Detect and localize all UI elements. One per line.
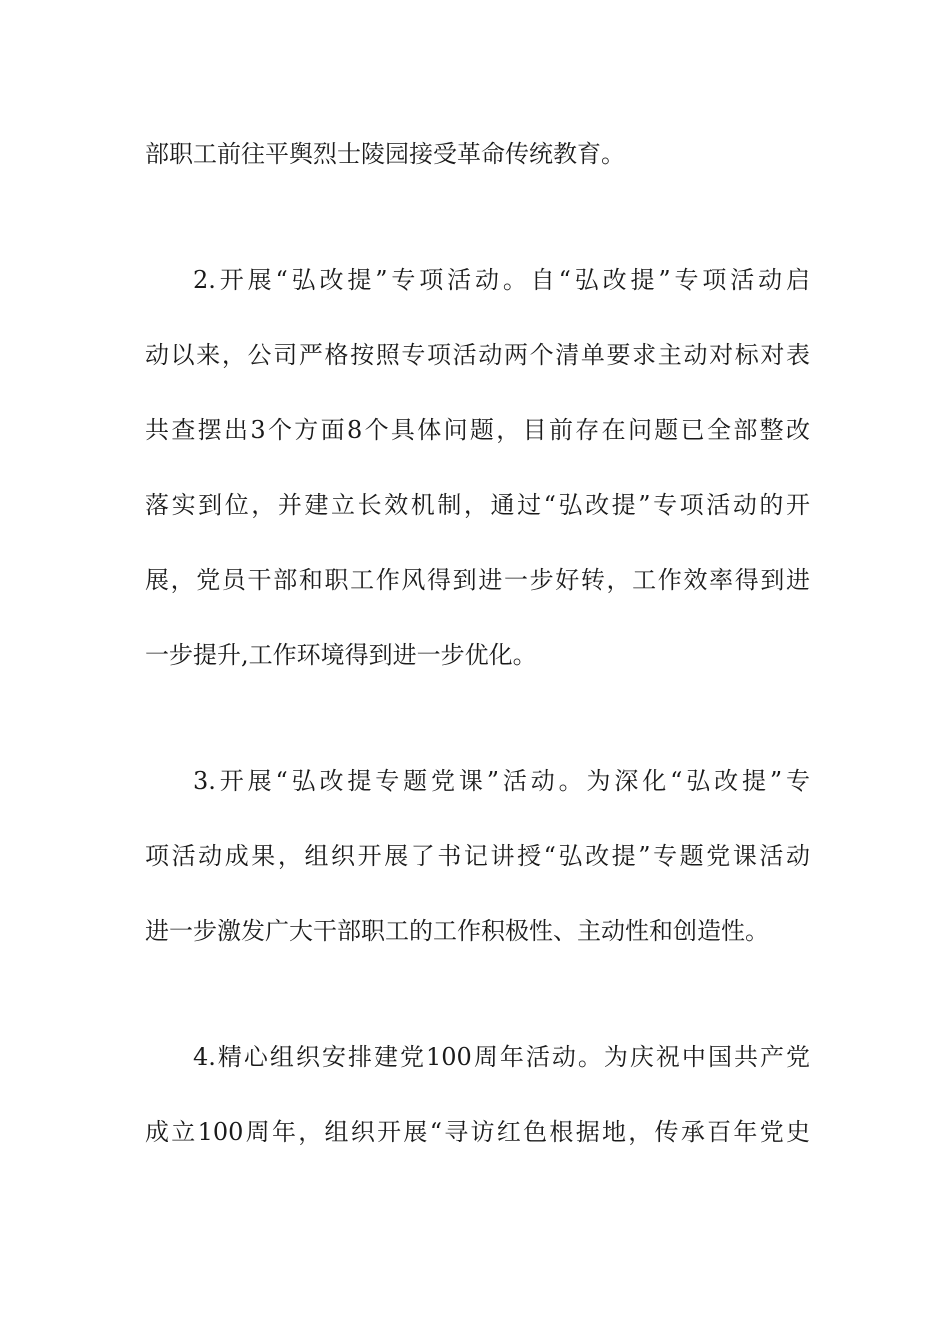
paragraph-2-line-6: 一步提升,工作环境得到进一步优化。	[145, 641, 537, 669]
paragraph-2-line-4: 落实到位，并建立长效机制，通过“弘改提”专项活动的开	[145, 491, 810, 519]
paragraph-3-line-1: 3.开展“弘改提专题党课”活动。为深化“弘改提”专	[193, 767, 810, 795]
paragraph-3-line-2: 项活动成果，组织开展了书记讲授“弘改提”专题党课活动	[145, 842, 810, 870]
paragraph-4-line-1: 4.精心组织安排建党100周年活动。为庆祝中国共产党	[193, 1043, 810, 1071]
paragraph-2-line-5: 展，党员干部和职工作风得到进一步好转，工作效率得到进	[145, 566, 810, 594]
text-line-1: 部职工前往平舆烈士陵园接受革命传统教育。	[145, 140, 625, 168]
paragraph-4-line-2: 成立100周年，组织开展“寻访红色根据地，传承百年党史	[145, 1118, 810, 1146]
paragraph-2-line-3: 共查摆出3个方面8个具体问题，目前存在问题已全部整改	[145, 416, 810, 444]
paragraph-2-line-1: 2.开展“弘改提”专项活动。自“弘改提”专项活动启	[193, 266, 810, 294]
paragraph-3-line-3: 进一步激发广大干部职工的工作积极性、主动性和创造性。	[145, 917, 769, 945]
paragraph-2-line-2: 动以来，公司严格按照专项活动两个清单要求主动对标对表	[145, 341, 810, 369]
